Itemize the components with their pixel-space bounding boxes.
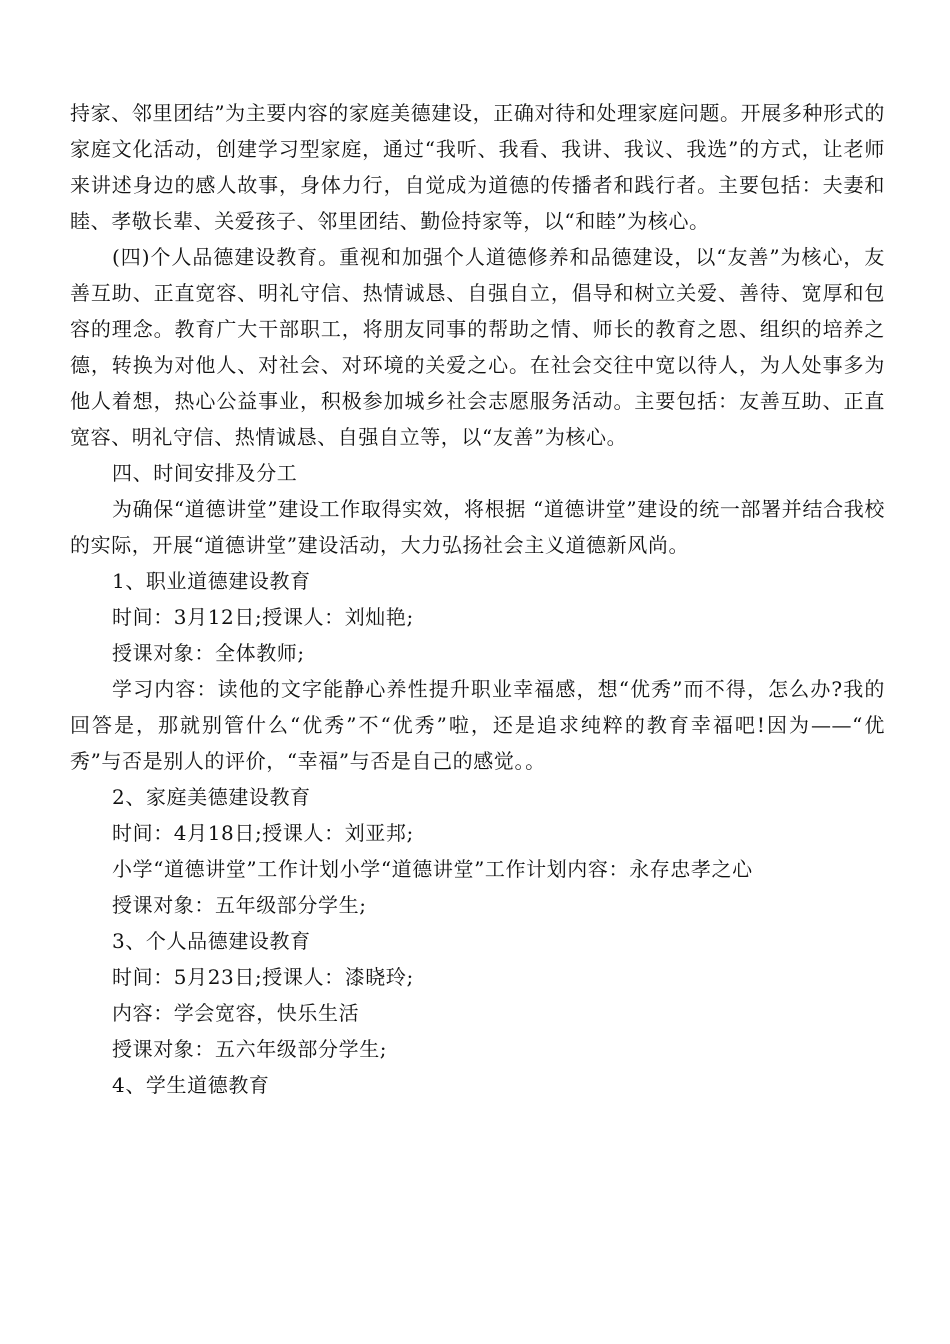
item-2-audience: 授课对象：五年级部分学生; [112, 893, 367, 917]
document-body [70, 95, 885, 1103]
paragraph-schedule-intro: 为确保“道德讲堂”建设工作取得实效，将根据 “道德讲堂”建设的统一部署并结合我校的实际，开展“道德讲堂”建设活动，大力弘扬社会主义道德新风尚。 [70, 497, 885, 557]
item-heading-family-virtue: 2、家庭美德建设教育 [112, 785, 311, 809]
item-3-audience: 授课对象：五六年级部分学生; [112, 1037, 388, 1061]
item-3-content: 内容：学会宽容，快乐生活 [112, 1001, 360, 1025]
item-1-time-lecturer: 时间：3月12日;授课人：刘灿艳; [112, 605, 414, 629]
item-heading-professional-ethics: 1、职业道德建设教育 [112, 569, 311, 593]
paragraph-family-virtue: 持家、邻里团结”为主要内容的家庭美德建设，正确对待和处理家庭问题。开展多种形式的家庭文化活动，创建学习型家庭，通过“我听、我看、我讲、我议、我选”的方式，让老师来讲述身边的感人故事，身体力行，自觉成为道德的传播者和践行者。主要包括：夫妻和睦、孝敬长辈、关爱孩子、邻里团结、勤俭持家等，以“和睦”为核心。 [70, 101, 885, 233]
item-3-time-lecturer: 时间：5月23日;授课人：漆晓玲; [112, 965, 414, 989]
item-2-content: 小学“道德讲堂”工作计划小学“道德讲堂”工作计划内容：永存忠孝之心 [112, 857, 753, 881]
item-heading-personal-virtue: 3、个人品德建设教育 [112, 929, 311, 953]
item-heading-student-ethics: 4、学生道德教育 [112, 1073, 270, 1097]
item-1-content: 学习内容：读他的文字能静心养性提升职业幸福感，想“优秀”而不得，怎么办?我的回答是，那就别管什么“优秀”不“优秀”啦，还是追求纯粹的教育幸福吧!因为——“优秀”与否是别人的评价，“幸福”与否是自己的感觉。。 [70, 677, 885, 773]
item-2-time-lecturer: 时间：4月18日;授课人：刘亚邦; [112, 821, 414, 845]
section-heading-schedule: 四、时间安排及分工 [112, 461, 298, 485]
item-1-audience: 授课对象：全体教师; [112, 641, 305, 665]
paragraph-personal-virtue: (四)个人品德建设教育。重视和加强个人道德修养和品德建设，以“友善”为核心，友善互助、正直宽容、明礼守信、热情诚恳、自强自立，倡导和树立关爱、善待、宽厚和包容的理念。教育广大干部职工，将朋友同事的帮助之情、师长的教育之恩、组织的培养之德，转换为对他人、对社会、对环境的关爱之心。在社会交往中宽以待人，为人处事多为他人着想，热心公益事业，积极参加城乡社会志愿服务活动。主要包括：友善互助、正直宽容、明礼守信、热情诚恳、自强自立等，以“友善”为核心。 [70, 245, 885, 449]
